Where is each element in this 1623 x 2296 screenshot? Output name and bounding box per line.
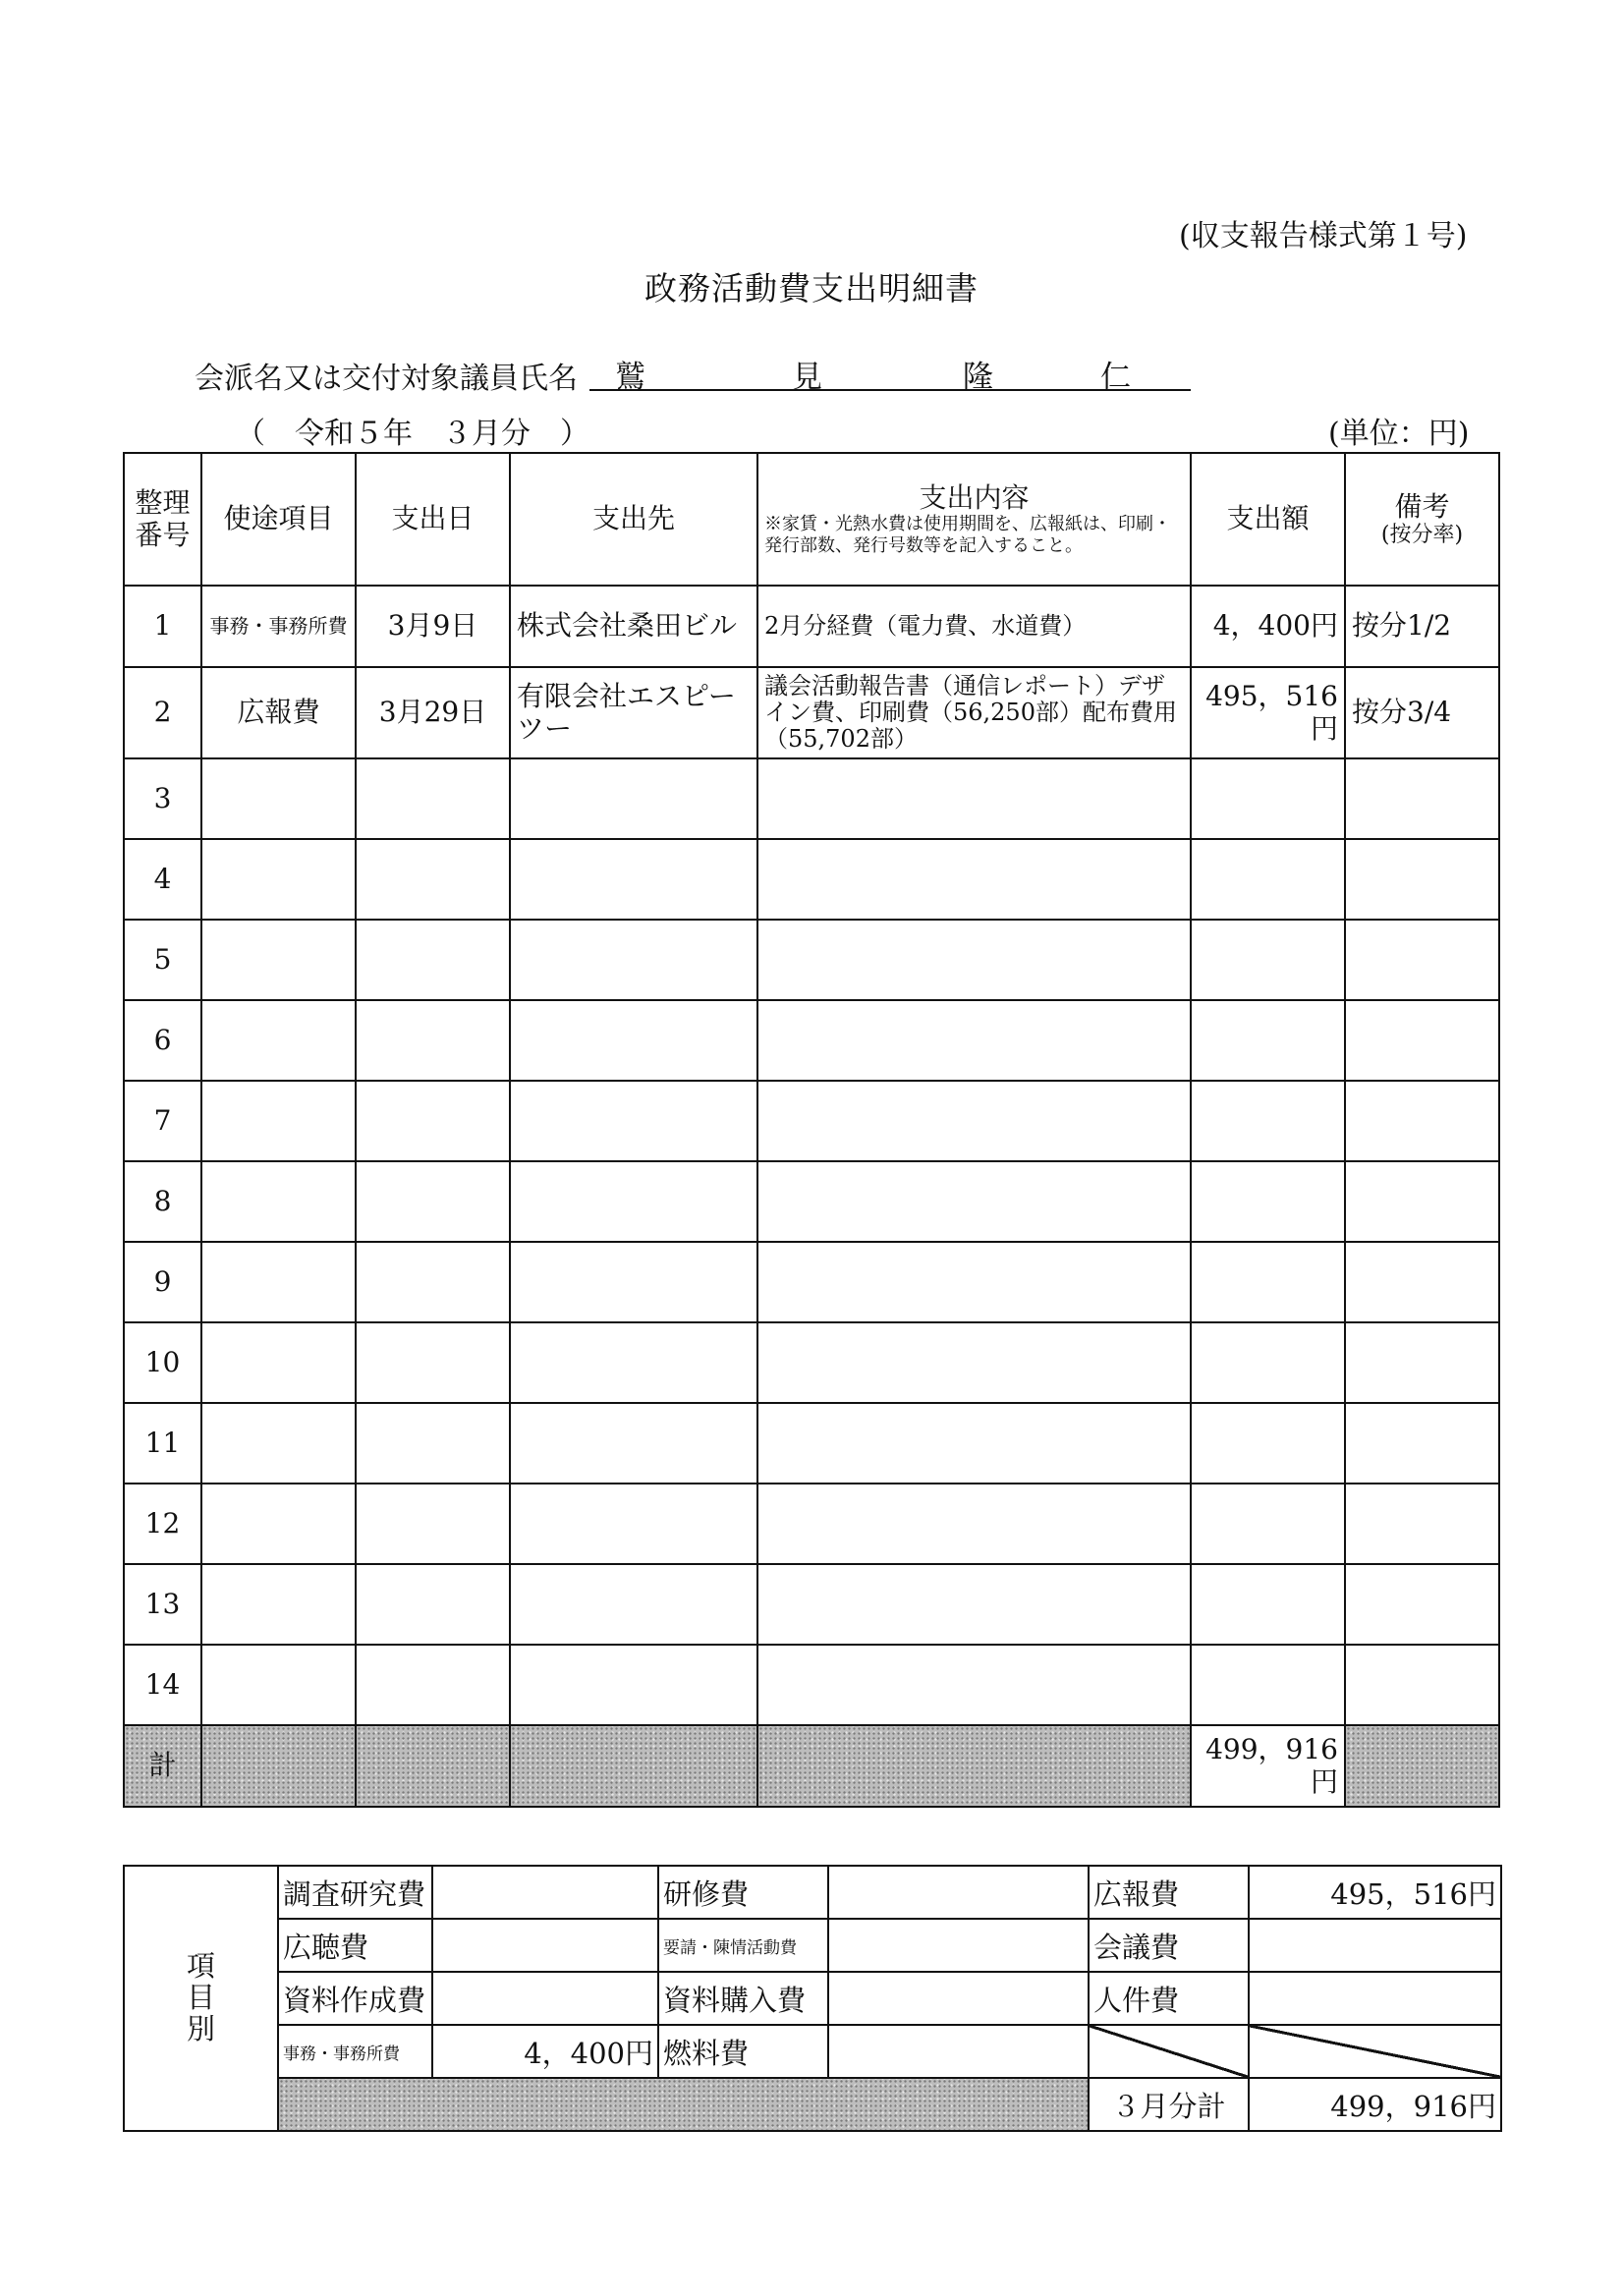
summary-total-row	[124, 2078, 1501, 2131]
currency-unit: (単位：円)	[1328, 417, 1470, 451]
row-payee	[510, 1322, 757, 1403]
row-no: 10	[124, 1322, 201, 1403]
row-amount	[1191, 920, 1345, 1000]
summary-row	[124, 1866, 1501, 1919]
header-date: 支出日	[356, 453, 510, 586]
row-category	[201, 1564, 356, 1645]
table-row	[124, 1322, 1499, 1403]
diagonal-slash-cell	[1089, 2025, 1249, 2078]
row-category	[201, 1000, 356, 1081]
summary-label-research: 調査研究費	[278, 1866, 432, 1919]
table-header-row	[124, 453, 1499, 586]
header-content-note: ※家賃・光熱水費は使用期間を、広報紙は、印刷・発行部数、発行号数等を記入すること。	[764, 514, 1171, 556]
row-remarks	[1345, 1000, 1499, 1081]
row-content	[757, 1242, 1191, 1322]
row-no: 8	[124, 1161, 201, 1242]
row-payee	[510, 1403, 757, 1484]
header-category: 使途項目	[201, 453, 356, 586]
row-payee	[510, 1645, 757, 1725]
row-date	[356, 839, 510, 920]
row-category: 事務・事務所費	[201, 586, 356, 667]
table-row	[124, 1081, 1499, 1161]
row-no: 1	[124, 586, 201, 667]
table-row	[124, 1564, 1499, 1645]
summary-value-meeting	[1249, 1919, 1501, 1972]
row-amount	[1191, 1564, 1345, 1645]
row-no: 5	[124, 920, 201, 1000]
total-shaded-cell	[757, 1725, 1191, 1807]
summary-value-hearing	[432, 1919, 658, 1972]
table-row	[124, 839, 1499, 920]
row-payee	[510, 920, 757, 1000]
row-amount	[1191, 839, 1345, 920]
total-shaded-cell	[1345, 1725, 1499, 1807]
row-date	[356, 920, 510, 1000]
summary-row	[124, 2025, 1501, 2078]
month-total-label: ３月分計	[1089, 2078, 1249, 2131]
row-no: 6	[124, 1000, 201, 1081]
row-amount	[1191, 1403, 1345, 1484]
summary-value-personnel	[1249, 1972, 1501, 2025]
member-name-char: 仁	[1100, 360, 1131, 395]
row-content: 議会活動報告書（通信レポート）デザイン費、印刷費（56,250部）配布費用（55,702部）	[757, 667, 1191, 758]
row-remarks: 按分3/4	[1345, 667, 1499, 758]
summary-value-research	[432, 1866, 658, 1919]
total-label: 計	[124, 1725, 201, 1807]
month-total-value: 499，916円	[1249, 2078, 1501, 2131]
summary-side-label-text: 項目別	[187, 1949, 216, 2045]
row-payee: 株式会社桑田ビル	[510, 586, 757, 667]
row-content	[757, 1161, 1191, 1242]
row-no: 11	[124, 1403, 201, 1484]
header-content-title: 支出内容	[919, 480, 1030, 514]
row-category: 広報費	[201, 667, 356, 758]
table-row	[124, 1000, 1499, 1081]
table-row	[124, 1403, 1499, 1484]
category-summary-table	[123, 1865, 1502, 2132]
report-period: （ 令和５年 ３月分 ）	[236, 417, 589, 451]
summary-side-label	[124, 1866, 278, 2131]
summary-label-office: 事務・事務所費	[278, 2025, 432, 2078]
row-remarks	[1345, 1322, 1499, 1403]
row-date: 3月29日	[356, 667, 510, 758]
row-content	[757, 839, 1191, 920]
row-remarks	[1345, 1081, 1499, 1161]
row-payee	[510, 1081, 757, 1161]
row-remarks	[1345, 758, 1499, 839]
row-content	[757, 1484, 1191, 1564]
row-category	[201, 1242, 356, 1322]
summary-shaded-area	[278, 2078, 1089, 2131]
row-date	[356, 1484, 510, 1564]
summary-label-personnel: 人件費	[1089, 1972, 1249, 2025]
row-date	[356, 1242, 510, 1322]
header-amount: 支出額	[1191, 453, 1345, 586]
total-row	[124, 1725, 1499, 1807]
table-row	[124, 586, 1499, 667]
row-remarks	[1345, 1564, 1499, 1645]
row-category	[201, 1322, 356, 1403]
table-row	[124, 758, 1499, 839]
row-date: 3月9日	[356, 586, 510, 667]
summary-label-hearing: 広聴費	[278, 1919, 432, 1972]
row-content: 2月分経費（電力費、水道費）	[757, 586, 1191, 667]
table-row	[124, 667, 1499, 758]
row-no: 14	[124, 1645, 201, 1725]
row-content	[757, 1081, 1191, 1161]
row-remarks: 按分1/2	[1345, 586, 1499, 667]
row-remarks	[1345, 1403, 1499, 1484]
row-category	[201, 1645, 356, 1725]
row-no: 13	[124, 1564, 201, 1645]
header-remarks-sub: (按分率)	[1380, 522, 1464, 547]
row-remarks	[1345, 1161, 1499, 1242]
row-date	[356, 1322, 510, 1403]
row-date	[356, 1645, 510, 1725]
row-no: 3	[124, 758, 201, 839]
header-content	[757, 453, 1191, 586]
row-no: 4	[124, 839, 201, 920]
table-row	[124, 1242, 1499, 1322]
header-payee: 支出先	[510, 453, 757, 586]
total-shaded-cell	[510, 1725, 757, 1807]
summary-value-publicity: 495，516円	[1249, 1866, 1501, 1919]
total-amount: 499，916円	[1191, 1725, 1345, 1807]
summary-label-publicity: 広報費	[1089, 1866, 1249, 1919]
row-date	[356, 1403, 510, 1484]
table-row	[124, 920, 1499, 1000]
diagonal-slash-cell	[1249, 2025, 1501, 2078]
table-row	[124, 1645, 1499, 1725]
expenditure-table	[123, 452, 1500, 1808]
member-name-char: 見	[792, 360, 822, 395]
summary-label-training: 研修費	[658, 1866, 828, 1919]
row-content	[757, 1403, 1191, 1484]
header-remarks-title: 備考	[1394, 489, 1450, 523]
table-row	[124, 1161, 1499, 1242]
row-amount	[1191, 1322, 1345, 1403]
row-amount: 4，400円	[1191, 586, 1345, 667]
row-remarks	[1345, 1242, 1499, 1322]
row-remarks	[1345, 1484, 1499, 1564]
row-no: 12	[124, 1484, 201, 1564]
form-number: (収支報告様式第１号)	[1179, 219, 1468, 253]
row-content	[757, 1645, 1191, 1725]
row-remarks	[1345, 839, 1499, 920]
row-content	[757, 1322, 1191, 1403]
summary-row	[124, 1919, 1501, 1972]
row-category	[201, 1403, 356, 1484]
row-category	[201, 839, 356, 920]
summary-value-office: 4，400円	[432, 2025, 658, 2078]
header-remarks	[1345, 453, 1499, 586]
member-name-label: 会派名又は交付対象議員氏名	[195, 362, 578, 396]
total-shaded-cell	[356, 1725, 510, 1807]
summary-label-petition: 要請・陳情活動費	[658, 1919, 828, 1972]
row-amount	[1191, 1484, 1345, 1564]
table-row	[124, 1484, 1499, 1564]
row-category	[201, 920, 356, 1000]
summary-value-petition	[828, 1919, 1089, 1972]
row-payee	[510, 758, 757, 839]
row-category	[201, 1161, 356, 1242]
row-category	[201, 1484, 356, 1564]
row-content	[757, 1564, 1191, 1645]
summary-value-training	[828, 1866, 1089, 1919]
summary-label-fuel: 燃料費	[658, 2025, 828, 2078]
summary-value-materials-purchase	[828, 1972, 1089, 2025]
row-amount	[1191, 1000, 1345, 1081]
summary-value-fuel	[828, 2025, 1089, 2078]
row-payee: 有限会社エスピーツー	[510, 667, 757, 758]
row-amount: 495，516円	[1191, 667, 1345, 758]
row-no: 9	[124, 1242, 201, 1322]
row-remarks	[1345, 1645, 1499, 1725]
row-payee	[510, 1564, 757, 1645]
member-name-char: 鷲	[615, 360, 645, 395]
document-title: 政務活動費支出明細書	[644, 269, 979, 308]
row-content	[757, 758, 1191, 839]
summary-row	[124, 1972, 1501, 2025]
header-no: 整理番号	[124, 453, 201, 586]
row-no: 7	[124, 1081, 201, 1161]
row-amount	[1191, 1161, 1345, 1242]
row-payee	[510, 1484, 757, 1564]
row-payee	[510, 1000, 757, 1081]
summary-label-meeting: 会議費	[1089, 1919, 1249, 1972]
row-date	[356, 1564, 510, 1645]
row-amount	[1191, 758, 1345, 839]
row-payee	[510, 839, 757, 920]
row-content	[757, 920, 1191, 1000]
summary-label-materials-purchase: 資料購入費	[658, 1972, 828, 2025]
row-amount	[1191, 1242, 1345, 1322]
row-amount	[1191, 1645, 1345, 1725]
row-amount	[1191, 1081, 1345, 1161]
member-name-char: 隆	[963, 360, 993, 395]
row-category	[201, 758, 356, 839]
row-no: 2	[124, 667, 201, 758]
row-content	[757, 1000, 1191, 1081]
row-payee	[510, 1161, 757, 1242]
row-date	[356, 1161, 510, 1242]
row-date	[356, 1000, 510, 1081]
row-remarks	[1345, 920, 1499, 1000]
row-date	[356, 1081, 510, 1161]
row-payee	[510, 1242, 757, 1322]
row-category	[201, 1081, 356, 1161]
summary-label-materials-creation: 資料作成費	[278, 1972, 432, 2025]
row-date	[356, 758, 510, 839]
total-shaded-cell	[201, 1725, 356, 1807]
summary-value-materials-creation	[432, 1972, 658, 2025]
